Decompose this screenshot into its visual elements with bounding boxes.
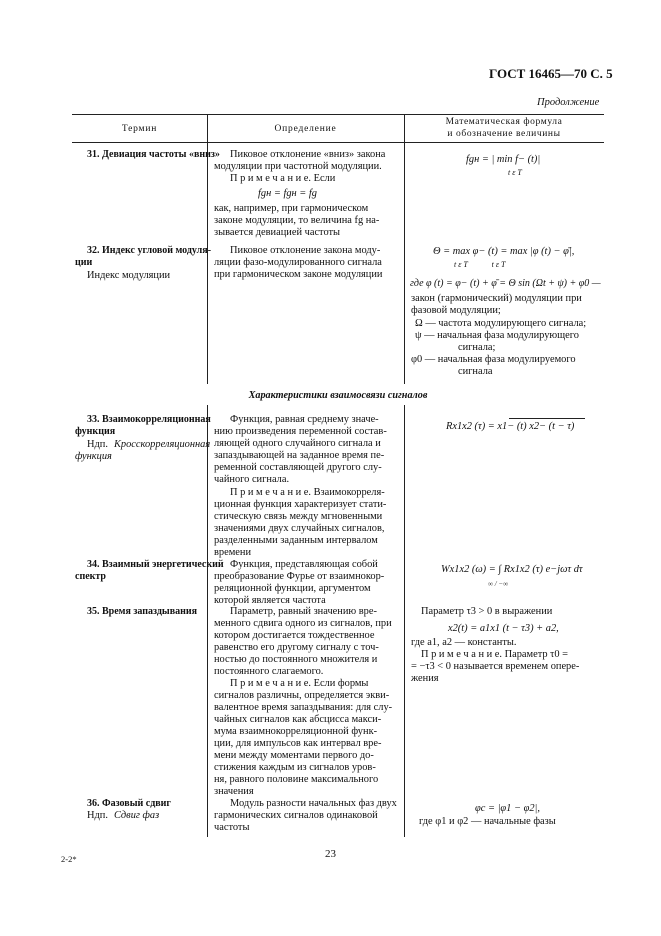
term-34-line-2: спектр — [75, 571, 106, 582]
note-35-line-4: чайных сигналов как абсцисса макси- — [214, 714, 382, 725]
def-33-line-5: ременной составляющей другого слу- — [214, 462, 382, 473]
def-35-line-4: равенство его другому сигналу с точ- — [214, 642, 379, 653]
def-31-line-2: модуляции при частотной модуляции. — [214, 161, 382, 172]
term-32-line-1: 32. Индекс угловой модуля- — [87, 245, 212, 256]
formula-33: Rx1x2 (τ) = x1− (t) x2− (t − τ) — [446, 421, 575, 432]
def-36-line-2: гармонических сигналов одинаковой — [214, 810, 378, 821]
formula-35-line-3: где a1, a2 — константы. — [411, 637, 517, 648]
term-35: 35. Время запаздывания — [87, 606, 198, 617]
section-title: Характеристики взаимосвязи сигналов — [248, 390, 428, 401]
legend-32-4: ψ — начальная фаза модулирующего — [415, 330, 579, 341]
formula-35-line-6: жения — [411, 673, 439, 684]
header-definition: Определение — [274, 124, 337, 134]
formula-32-line-1: Θ = max φ− (t) = max |φ (t) − φ̄|, — [433, 246, 575, 257]
note-35-line-2: сигналов различны, определяется экви- — [214, 690, 390, 701]
legend-32-6: φ0 — начальная фаза модулируемого — [411, 354, 576, 365]
formula-31: fgн = | min f− (t)| — [466, 154, 541, 165]
term-33-line-2: функция — [75, 426, 116, 437]
continuation-label: Продолжение — [537, 97, 600, 108]
def-32-line-1: Пиковое отклонение закона моду- — [230, 245, 381, 256]
header-formula-1: Математическая формула — [445, 117, 563, 127]
legend-32-5: сигнала; — [458, 342, 496, 353]
note-33-line-5: разделенными заданным интервалом — [214, 535, 378, 546]
ndp-36-term: Сдвиг фаз — [114, 810, 160, 821]
note-31: П р и м е ч а н и е. Если — [230, 173, 336, 184]
note-35-line-1: П р и м е ч а н и е. Если формы — [230, 678, 369, 689]
term-32-line-2: ции — [75, 257, 93, 268]
def-36-line-1: Модуль разности начальных фаз двух — [230, 798, 397, 809]
def-32-line-2: ляции фазо-модулированного сигнала — [214, 257, 382, 268]
ndp-33-line-1: Кросскорреляционная — [114, 439, 211, 450]
legend-32-1: закон (гармонический) модуляции при — [411, 293, 582, 304]
note-35-line-7: мени между моментами первого до- — [214, 750, 374, 761]
ndp-33-line-2: функция — [75, 451, 112, 462]
formula-34: Wx1x2 (ω) = ∫ Rx1x2 (τ) e−jωτ dτ — [441, 564, 583, 575]
note-35-line-3: валентное время запаздывания: для слу- — [214, 702, 393, 713]
note-33-line-1: П р и м е ч а н и е. Взаимокорреля- — [230, 487, 385, 498]
def-35-line-2: менного сдвига одного из сигналов, при — [214, 618, 392, 629]
formula-35-line-2: x2(t) = a1x1 (t − τ3) + a2, — [448, 623, 559, 634]
legend-32-7: сигнала — [458, 366, 493, 377]
def-34-line-3: реляционной функции, аргументом — [214, 583, 371, 594]
formula-32-line-1-sub: t ε T t ε T — [454, 260, 506, 269]
def-33-line-3: ляющей одного случайного сигнала и — [214, 438, 381, 449]
def-36-line-3: частоты — [214, 822, 250, 833]
col-divider-1b — [207, 405, 208, 837]
header-term: Термин — [121, 124, 158, 134]
formula-35-line-1: Параметр τ3 > 0 в выражении — [421, 606, 553, 617]
col-divider-2b — [404, 405, 405, 837]
def-34-line-4: которой является частота — [214, 595, 326, 606]
formula-31-sub: t ε T — [508, 168, 522, 177]
ndp-33-label: Ндп. — [87, 439, 108, 450]
legend-32-2: фазовой модуляции; — [411, 305, 501, 316]
note-33-line-2: ционная функция характеризует стати- — [214, 499, 387, 510]
table-header-rule — [72, 142, 604, 143]
term-33-line-1: 33. Взаимокорреляционная — [87, 414, 211, 425]
note-35-line-10: значения — [214, 786, 254, 797]
def-33-line-1: Функция, равная среднему значе- — [230, 414, 379, 425]
term-31: 31. Девиация частоты «вниз» — [87, 149, 220, 160]
def-34-line-1: Функция, представляющая собой — [230, 559, 378, 570]
note-35-line-5: мума взаимнокорреляционной функ- — [214, 726, 378, 737]
note-33-line-6: времени — [214, 547, 252, 558]
def-35-line-1: Параметр, равный значению вре- — [230, 606, 377, 617]
note-31-cont-2: законе модуляции, то величина fg на- — [214, 215, 380, 226]
document-number: ГОСТ 16465—70 С. 5 — [489, 66, 613, 81]
def-33-line-6: чайного сигнала. — [214, 474, 290, 485]
def-31-line-1: Пиковое отклонение «вниз» закона — [230, 149, 386, 160]
note-33-line-4: значениями двух случайных сигналов, — [214, 523, 385, 534]
def-35-line-6: постоянного слагаемого. — [214, 666, 324, 677]
header-formula-2: и обозначение величины — [447, 129, 561, 139]
term-34-line-1: 34. Взаимный энергетический — [87, 559, 224, 570]
synonym-32: Индекс модуляции — [87, 270, 171, 281]
formula-33-overline — [509, 418, 585, 419]
def-34-line-2: преобразование Фурье от взаимнокор- — [214, 571, 385, 582]
col-divider-2 — [404, 114, 405, 384]
footer-sheet-mark: 2-2* — [61, 854, 77, 864]
def-32-line-3: при гармоническом законе модуляции — [214, 269, 383, 280]
formula-32-line-2: где φ (t) = φ− (t) + φ̄ = Θ sin (Ωt + ψ) + φ0 — — [410, 278, 601, 289]
def-33-line-4: запаздывающей на заданное время пе- — [214, 450, 385, 461]
note-35-line-6: ции, для импульсов как интервал вре- — [214, 738, 382, 749]
def-35-line-5: ностью до постоянного множителя и — [214, 654, 378, 665]
ndp-36-label: Ндп. — [87, 810, 108, 821]
formula-36-line-1: φc = |φ1 − φ2|, — [475, 803, 540, 814]
note-35-line-8: стижения каждым из сигналов уров- — [214, 762, 376, 773]
def-35-line-3: котором достигается тождественное — [214, 630, 375, 641]
note-31-cont-1: как, например, при гармоническом — [214, 203, 369, 214]
formula-35-line-5: = −τ3 < 0 называется временем опере- — [411, 661, 580, 672]
term-36: 36. Фазовый сдвиг — [87, 798, 171, 809]
page-number: 23 — [325, 848, 336, 860]
note-33-line-3: стическую связь между мгновенными — [214, 511, 383, 522]
formula-35-line-4: П р и м е ч а н и е. Параметр τ0 = — [421, 649, 568, 660]
note-31-cont-3: зывается девиацией частоты — [214, 227, 341, 238]
note-35-line-9: ня, равного половине максимального — [214, 774, 379, 785]
def-33-line-2: нию произведения переменной состав- — [214, 426, 387, 437]
formula-36-line-2: где φ1 и φ2 — начальные фазы — [419, 816, 556, 827]
note-31-formula: fgн = fgн = fg — [258, 188, 317, 199]
table-top-rule — [72, 114, 604, 115]
legend-32-3: Ω — частота модулирующего сигнала; — [415, 318, 587, 329]
formula-34-limits: ∞ / −∞ — [488, 580, 509, 588]
